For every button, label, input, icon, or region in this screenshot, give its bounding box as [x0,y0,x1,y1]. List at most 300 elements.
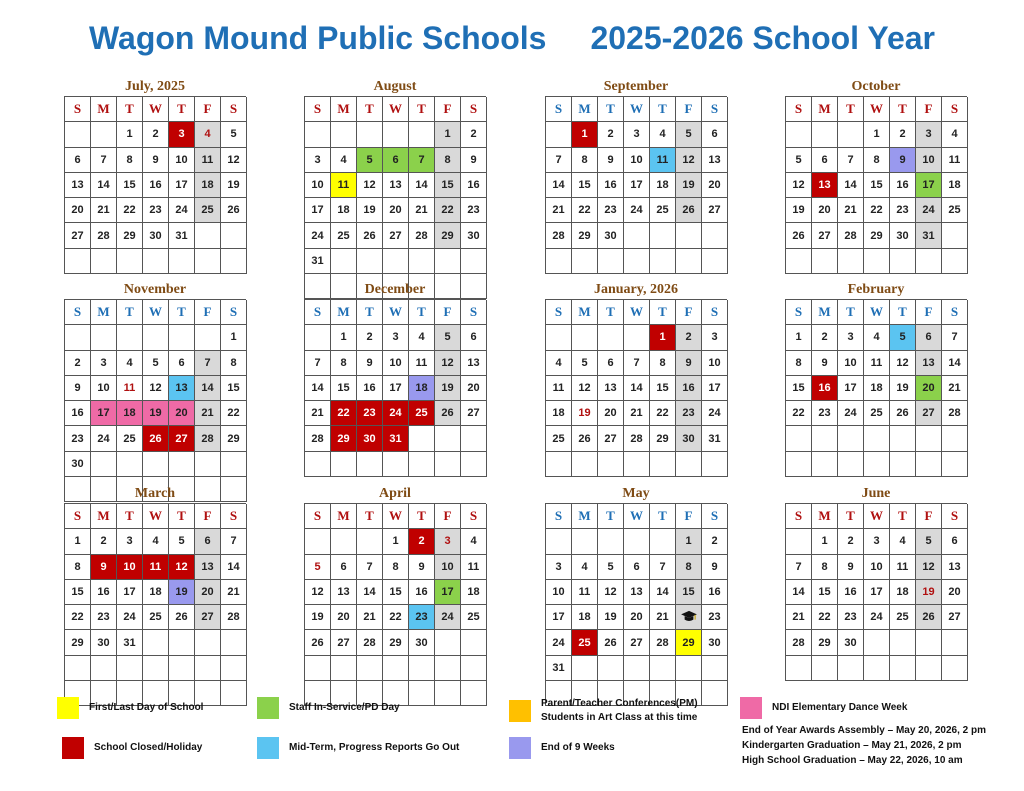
day-cell: 3 [305,148,331,173]
day-cell: 5 [916,529,942,554]
day-cell: 10 [916,148,942,173]
month-9 [304,485,486,706]
day-cell: 1 [117,122,143,147]
day-cell: 5 [357,148,383,173]
day-cell: 2 [838,529,864,554]
empty-cell [864,630,890,655]
day-cell: 23 [838,605,864,630]
day-cell: 3 [864,529,890,554]
empty-cell [838,656,864,681]
legend-midterm [257,737,459,759]
day-cell: 19 [169,580,195,605]
empty-cell [221,452,247,477]
day-cell: 21 [91,198,117,223]
month-name: July, 2025 [125,79,185,94]
day-header: F [676,504,702,529]
empty-cell [890,656,916,681]
legend-label-art-class: Students in Art Class at this time [541,712,698,723]
day-header: W [383,300,409,325]
legend-label-staff: Staff In-Service/PD Day [289,702,400,713]
day-cell: 23 [676,401,702,426]
day-header: T [838,97,864,122]
day-cell: 29 [864,223,890,248]
empty-cell [916,249,942,274]
empty-cell [572,656,598,681]
day-cell: 27 [916,401,942,426]
day-header: S [702,300,728,325]
day-cell: 12 [221,148,247,173]
day-cell: 11 [572,580,598,605]
day-cell: 8 [221,351,247,376]
day-cell: 29 [65,630,91,655]
empty-cell [169,630,195,655]
empty-cell [221,681,247,706]
day-header: S [942,504,968,529]
empty-cell [435,426,461,451]
day-cell: 14 [91,173,117,198]
day-header: S [221,97,247,122]
day-header: M [812,97,838,122]
day-cell: 16 [65,401,91,426]
empty-cell [838,452,864,477]
empty-cell [305,656,331,681]
day-cell: 15 [572,173,598,198]
empty-cell [864,452,890,477]
day-header: F [916,300,942,325]
day-cell: 6 [461,325,487,350]
day-cell: 26 [916,605,942,630]
day-cell: 23 [357,401,383,426]
day-cell: 30 [91,630,117,655]
day-header: S [546,97,572,122]
day-cell: 7 [546,148,572,173]
legend-first-last [57,697,203,719]
month-name: January, 2026 [593,282,678,297]
day-cell: 7 [624,351,650,376]
day-cell: 17 [546,605,572,630]
day-header: T [838,300,864,325]
day-cell: 29 [435,223,461,248]
empty-cell [435,630,461,655]
empty-cell [91,452,117,477]
empty-cell [143,325,169,350]
school-year: 2025-2026 School Year [590,20,935,56]
day-header: F [435,504,461,529]
day-cell: 11 [331,173,357,198]
empty-cell [65,249,91,274]
day-cell: 19 [572,401,598,426]
day-cell: 21 [546,198,572,223]
empty-cell [143,249,169,274]
day-cell: 6 [331,555,357,580]
day-cell: 2 [890,122,916,147]
day-cell: 23 [143,198,169,223]
day-cell: 24 [864,605,890,630]
empty-cell [598,656,624,681]
day-cell: 10 [169,148,195,173]
day-cell: 5 [598,555,624,580]
day-cell: 15 [65,580,91,605]
empty-cell [624,452,650,477]
month-grid [64,299,246,502]
day-cell: 18 [143,580,169,605]
day-cell: 30 [890,223,916,248]
day-cell: 30 [702,630,728,655]
day-cell: 29 [572,223,598,248]
day-cell: 29 [383,630,409,655]
day-header: T [598,97,624,122]
day-cell: 5 [305,555,331,580]
day-cell: 6 [598,351,624,376]
day-cell: 19 [435,376,461,401]
day-cell: 28 [838,223,864,248]
empty-cell [195,325,221,350]
month-grid [64,96,246,274]
day-header: S [942,300,968,325]
empty-cell [702,656,728,681]
day-cell: 2 [702,529,728,554]
day-cell: 4 [195,122,221,147]
empty-cell [890,630,916,655]
legend-swatch-dance [740,697,762,719]
day-header: M [331,504,357,529]
day-cell: 18 [331,198,357,223]
day-cell: 8 [812,555,838,580]
note-high-school-graduation: High School Graduation – May 22, 2026, 10 am [742,755,963,766]
event-notes [742,723,1012,768]
legend-conferences [509,697,698,725]
day-cell: 6 [624,555,650,580]
day-cell: 12 [916,555,942,580]
day-header: S [65,300,91,325]
day-header: S [65,97,91,122]
day-cell: 17 [91,401,117,426]
day-cell: 17 [383,376,409,401]
empty-cell [195,249,221,274]
day-cell: 27 [461,401,487,426]
day-cell: 8 [383,555,409,580]
day-cell: 7 [838,148,864,173]
day-cell: 24 [916,198,942,223]
empty-cell [572,529,598,554]
day-cell: 14 [624,376,650,401]
day-cell: 1 [435,122,461,147]
graduation-cap-icon [680,610,698,624]
day-cell: 28 [624,426,650,451]
day-cell: 15 [676,580,702,605]
day-cell: 12 [676,148,702,173]
empty-cell [624,325,650,350]
day-cell: 13 [812,173,838,198]
empty-cell [357,656,383,681]
day-cell: 13 [942,555,968,580]
legend-swatch-conferences [509,700,531,722]
day-cell: 21 [624,401,650,426]
day-cell: 23 [812,401,838,426]
day-header: W [864,300,890,325]
day-cell: 11 [195,148,221,173]
day-cell: 18 [461,580,487,605]
day-cell: 2 [409,529,435,554]
day-cell: 15 [650,376,676,401]
empty-cell [383,249,409,274]
day-cell: 10 [838,351,864,376]
day-cell: 16 [890,173,916,198]
day-cell: 6 [702,122,728,147]
day-cell: 14 [786,580,812,605]
day-cell: 27 [942,605,968,630]
day-cell: 24 [546,630,572,655]
graduation-cap-icon [676,605,702,630]
empty-cell [650,656,676,681]
month-name: May [622,486,650,501]
day-cell: 17 [169,173,195,198]
day-cell: 20 [916,376,942,401]
day-cell: 30 [838,630,864,655]
day-cell: 28 [357,630,383,655]
day-cell: 22 [812,605,838,630]
day-cell: 13 [383,173,409,198]
day-cell: 24 [838,401,864,426]
month-grid [304,299,486,477]
empty-cell [221,223,247,248]
day-cell: 13 [331,580,357,605]
month-5 [304,281,486,477]
day-cell: 16 [91,580,117,605]
day-cell: 9 [812,351,838,376]
empty-cell [461,426,487,451]
empty-cell [786,249,812,274]
day-cell: 19 [357,198,383,223]
empty-cell [195,630,221,655]
empty-cell [383,452,409,477]
empty-cell [838,426,864,451]
empty-cell [890,426,916,451]
day-cell: 17 [305,198,331,223]
day-cell: 6 [916,325,942,350]
day-cell: 11 [864,351,890,376]
empty-cell [676,249,702,274]
day-cell: 13 [195,555,221,580]
legend-end9 [509,737,615,759]
empty-cell [676,223,702,248]
month-2 [545,78,727,274]
day-header: T [650,97,676,122]
day-cell: 1 [221,325,247,350]
empty-cell [65,656,91,681]
day-cell: 26 [890,401,916,426]
day-cell: 24 [435,605,461,630]
day-header: W [143,97,169,122]
day-cell: 18 [650,173,676,198]
empty-cell [916,426,942,451]
day-cell: 12 [786,173,812,198]
day-cell: 3 [383,325,409,350]
day-cell: 11 [546,376,572,401]
day-cell: 10 [91,376,117,401]
month-grid [545,299,727,477]
day-cell: 23 [461,198,487,223]
day-cell: 13 [461,351,487,376]
day-cell: 29 [221,426,247,451]
day-cell: 29 [650,426,676,451]
day-cell: 12 [143,376,169,401]
day-cell: 16 [598,173,624,198]
empty-cell [598,529,624,554]
empty-cell [942,223,968,248]
empty-cell [650,529,676,554]
empty-cell [572,249,598,274]
legend-label-end9: End of 9 Weeks [541,742,615,753]
day-header: M [91,300,117,325]
day-cell: 16 [812,376,838,401]
empty-cell [383,122,409,147]
day-cell: 31 [305,249,331,274]
day-cell: 6 [383,148,409,173]
day-cell: 20 [624,605,650,630]
day-cell: 19 [598,605,624,630]
day-header: T [598,504,624,529]
empty-cell [624,529,650,554]
empty-cell [143,452,169,477]
empty-cell [91,249,117,274]
day-cell: 1 [65,529,91,554]
day-header: S [305,504,331,529]
day-cell: 23 [409,605,435,630]
page-title [0,20,1024,64]
day-cell: 10 [305,173,331,198]
day-cell: 15 [331,376,357,401]
month-8 [64,485,246,706]
day-cell: 7 [221,529,247,554]
month-grid [545,96,727,274]
day-cell: 7 [305,351,331,376]
empty-cell [305,325,331,350]
day-cell: 11 [650,148,676,173]
day-cell: 25 [864,401,890,426]
day-cell: 20 [812,198,838,223]
day-cell: 7 [650,555,676,580]
day-cell: 27 [169,426,195,451]
day-cell: 24 [169,198,195,223]
day-cell: 19 [916,580,942,605]
day-header: W [864,97,890,122]
day-cell: 15 [435,173,461,198]
empty-cell [91,325,117,350]
day-cell: 17 [916,173,942,198]
day-cell: 9 [357,351,383,376]
day-cell: 24 [305,223,331,248]
day-cell: 25 [942,198,968,223]
day-cell: 4 [650,122,676,147]
day-cell: 27 [331,630,357,655]
empty-cell [461,249,487,274]
day-cell: 11 [890,555,916,580]
empty-cell [305,452,331,477]
day-cell: 3 [546,555,572,580]
month-4 [64,281,246,502]
month-10 [545,485,727,706]
day-cell: 27 [195,605,221,630]
day-cell: 19 [786,198,812,223]
day-header: W [143,300,169,325]
day-header: F [676,300,702,325]
month-1 [304,78,486,299]
day-header: T [650,504,676,529]
day-cell: 21 [942,376,968,401]
month-grid [64,503,246,706]
day-cell: 2 [812,325,838,350]
empty-cell [650,452,676,477]
empty-cell [357,249,383,274]
day-header: M [572,504,598,529]
day-cell: 24 [91,426,117,451]
day-cell: 25 [331,223,357,248]
day-header: S [221,504,247,529]
day-header: F [435,300,461,325]
day-cell: 14 [942,351,968,376]
day-cell: 6 [65,148,91,173]
day-cell: 8 [435,148,461,173]
empty-cell [461,452,487,477]
day-header: T [357,97,383,122]
day-header: T [117,300,143,325]
empty-cell [650,249,676,274]
day-header: M [331,97,357,122]
empty-cell [117,325,143,350]
day-cell: 7 [91,148,117,173]
empty-cell [117,452,143,477]
day-cell: 1 [864,122,890,147]
day-cell: 12 [357,173,383,198]
day-header: T [838,504,864,529]
day-cell: 1 [812,529,838,554]
day-header: T [169,504,195,529]
day-cell: 3 [117,529,143,554]
empty-cell [598,452,624,477]
day-cell: 17 [702,376,728,401]
day-cell: 21 [838,198,864,223]
month-grid [785,503,967,681]
empty-cell [409,681,435,706]
day-cell: 17 [624,173,650,198]
day-cell: 22 [331,401,357,426]
day-cell: 3 [838,325,864,350]
day-cell: 9 [598,148,624,173]
day-header: S [461,300,487,325]
day-cell: 11 [409,351,435,376]
empty-cell [169,249,195,274]
day-cell: 18 [890,580,916,605]
day-cell: 14 [838,173,864,198]
empty-cell [435,656,461,681]
day-cell: 31 [383,426,409,451]
day-cell: 13 [598,376,624,401]
day-cell: 11 [143,555,169,580]
day-cell: 10 [864,555,890,580]
month-7 [785,281,967,477]
day-cell: 28 [546,223,572,248]
day-cell: 2 [91,529,117,554]
day-header: T [357,504,383,529]
month-grid [785,96,967,274]
empty-cell [169,656,195,681]
day-cell: 20 [942,580,968,605]
day-cell: 22 [117,198,143,223]
day-cell: 25 [546,426,572,451]
day-header: T [409,300,435,325]
empty-cell [786,529,812,554]
